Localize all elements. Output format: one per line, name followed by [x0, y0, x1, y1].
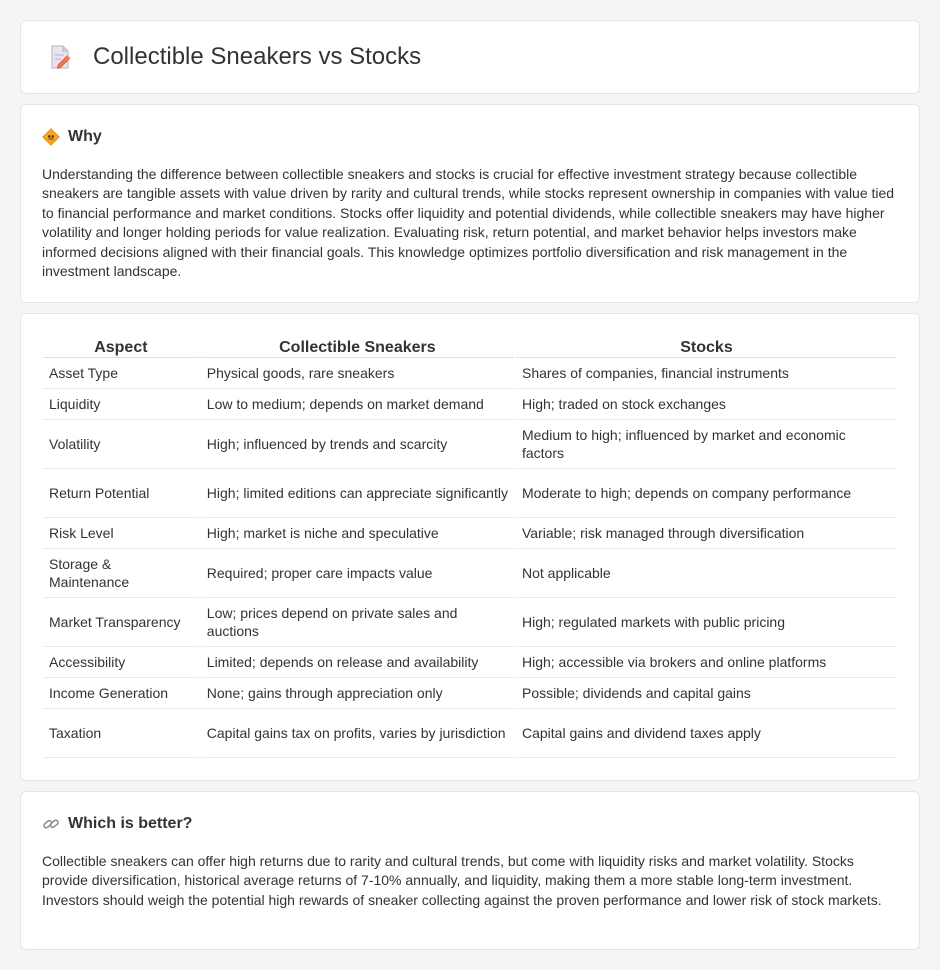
table-row — [43, 598, 897, 647]
sneakers-cell: Low to medium; depends on market demand — [201, 389, 514, 420]
table-row — [43, 358, 897, 389]
header-stocks: Stocks — [516, 336, 897, 358]
comparison-table — [41, 336, 899, 758]
stocks-cell: High; traded on stock exchanges — [516, 389, 897, 420]
aspect-cell: Liquidity — [43, 389, 199, 420]
table-row — [43, 678, 897, 709]
aspect-cell: Return Potential — [43, 469, 199, 518]
stocks-cell: Not applicable — [516, 549, 897, 598]
sneakers-cell: Low; prices depend on private sales and auctions — [201, 598, 514, 647]
stocks-cell: High; accessible via brokers and online platforms — [516, 647, 897, 678]
sneakers-cell: Physical goods, rare sneakers — [201, 358, 514, 389]
which-is-better-card — [20, 791, 920, 950]
aspect-cell: Income Generation — [43, 678, 199, 709]
comparison-card — [20, 313, 920, 781]
why-card — [20, 104, 920, 303]
stocks-cell: Capital gains and dividend taxes apply — [516, 709, 897, 758]
stocks-cell: Medium to high; influenced by market and economic factors — [516, 420, 897, 469]
link-icon — [42, 815, 60, 833]
why-title: Why — [68, 128, 102, 145]
aspect-cell: Volatility — [43, 420, 199, 469]
aspect-cell: Risk Level — [43, 518, 199, 549]
aspect-cell: Asset Type — [43, 358, 199, 389]
sneakers-cell: None; gains through appreciation only — [201, 678, 514, 709]
table-row — [43, 469, 897, 518]
sneakers-cell: High; market is niche and speculative — [201, 518, 514, 549]
aspect-cell: Storage & Maintenance — [43, 549, 199, 598]
sneakers-cell: Capital gains tax on profits, varies by jurisdiction — [201, 709, 514, 758]
stocks-cell: Moderate to high; depends on company performance — [516, 469, 897, 518]
diamond-sign-icon — [42, 128, 60, 146]
aspect-cell: Market Transparency — [43, 598, 199, 647]
sneakers-cell: Limited; depends on release and availability — [201, 647, 514, 678]
header-collectible-sneakers: Collectible Sneakers — [201, 336, 514, 358]
sneakers-cell: High; influenced by trends and scarcity — [201, 420, 514, 469]
table-header-row — [43, 336, 897, 358]
table-row — [43, 420, 897, 469]
document-edit-icon — [47, 44, 73, 70]
stocks-cell: High; regulated markets with public pricing — [516, 598, 897, 647]
sneakers-cell: Required; proper care impacts value — [201, 549, 514, 598]
table-row — [43, 709, 897, 758]
stocks-cell: Variable; risk managed through diversification — [516, 518, 897, 549]
table-row — [43, 389, 897, 420]
header-card — [20, 20, 920, 94]
why-body: Understanding the difference between collectible sneakers and stocks is crucial for effective investment strategy because collectible sneakers are tangible assets with value driven by rarity and cultural trends, while stocks represent ownership in companies with value tied to financial performance and market conditions. Stocks offer liquidity and potential dividends, while collectible sneakers may have higher volatility and longer holding periods for value realization. Evaluating risk, return potential, and market behavior helps investors make informed decisions aligned with their financial goals. This knowledge optimizes portfolio diversification and risk management in the investment landscape. — [42, 166, 895, 280]
table-row — [43, 647, 897, 678]
stocks-cell: Possible; dividends and capital gains — [516, 678, 897, 709]
header-aspect: Aspect — [43, 336, 199, 358]
aspect-cell: Taxation — [43, 709, 199, 758]
stocks-cell: Shares of companies, financial instruments — [516, 358, 897, 389]
page-title: Collectible Sneakers vs Stocks — [93, 43, 422, 70]
sneakers-cell: High; limited editions can appreciate significantly — [201, 469, 514, 518]
table-row — [43, 518, 897, 549]
aspect-cell: Accessibility — [43, 647, 199, 678]
which-is-better-body: Collectible sneakers can offer high returns due to rarity and cultural trends, but come with liquidity risks and market volatility. Stocks provide diversification, historical average returns of 7-10% annually, and liquidity, making them a more stable long-term investment. Investors should weigh the potential high rewards of sneaker collecting against the proven performance and lower risk of stock markets. — [42, 853, 882, 908]
table-row — [43, 549, 897, 598]
which-is-better-title: Which is better? — [68, 815, 193, 832]
